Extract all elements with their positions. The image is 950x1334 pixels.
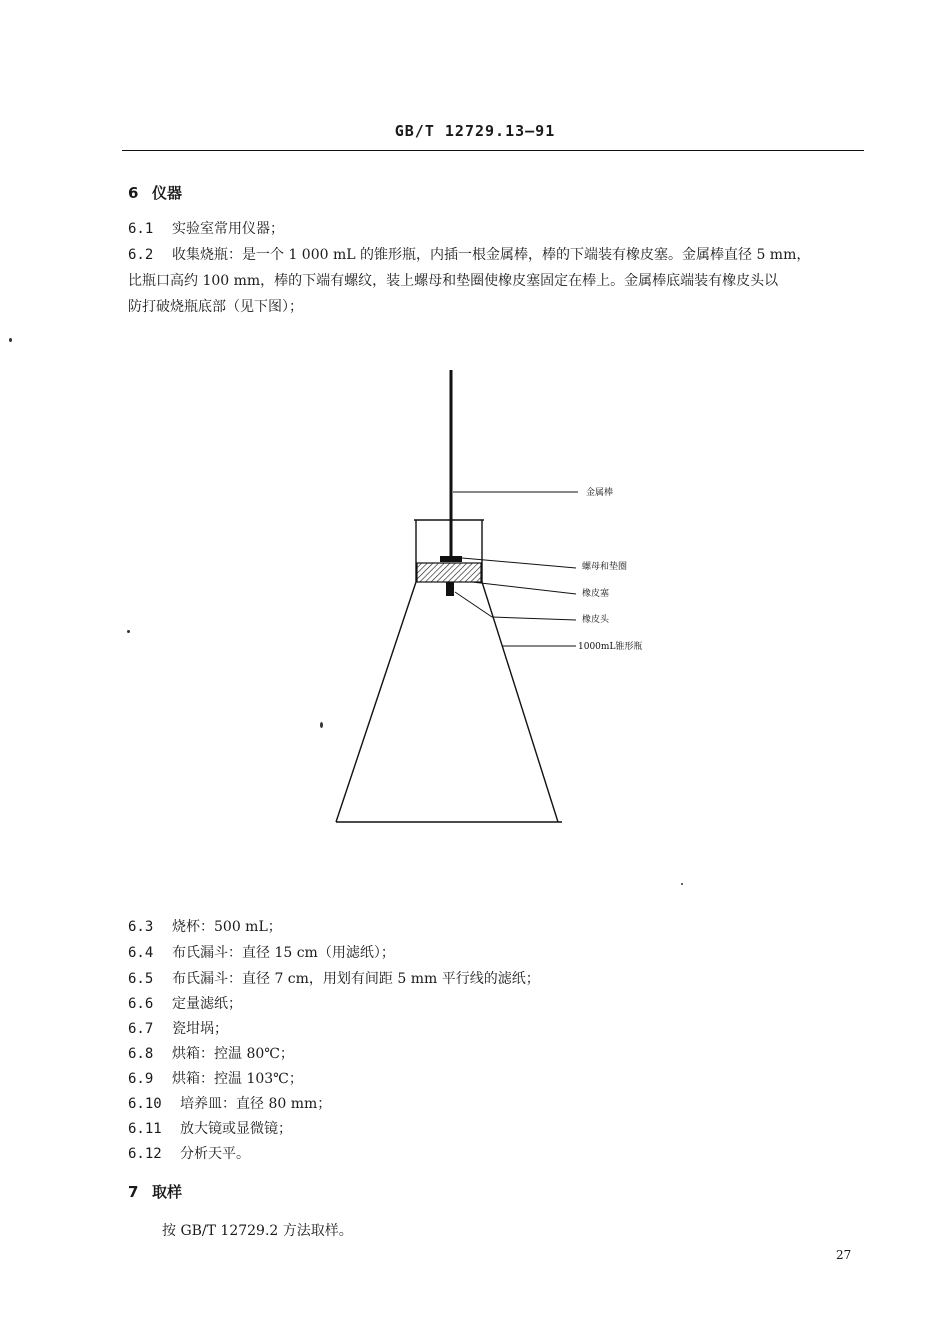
scan-speck xyxy=(320,722,323,728)
item-6-2-line-2: 比瓶口高约 100 mm，棒的下端有螺纹，装上螺母和垫圈使橡皮塞固定在棒上。金属棒底端装有橡皮头以 xyxy=(128,273,779,289)
item-number: 6.11 xyxy=(128,1121,162,1137)
item-number: 6.5 xyxy=(128,971,154,987)
section-6-title: 仪器 xyxy=(152,184,183,202)
item-6-5 xyxy=(128,968,540,988)
item-text: 实验室常用仪器； xyxy=(172,221,284,237)
section-7-title: 取样 xyxy=(152,1183,183,1201)
flask-body-left xyxy=(336,582,416,822)
item-number: 6.12 xyxy=(128,1146,162,1162)
scan-speck xyxy=(9,338,12,342)
item-number: 6.3 xyxy=(128,919,154,935)
item-text: 烧杯：500 mL； xyxy=(172,919,282,935)
item-number: 6.2 xyxy=(128,247,154,263)
item-text: 瓷坩埚； xyxy=(172,1021,228,1037)
page-number: 27 xyxy=(836,1248,852,1262)
label-nut-washer: 螺母和垫圈 xyxy=(582,562,628,572)
section-7-number: 7 xyxy=(128,1183,139,1201)
item-text: 培养皿：直径 80 mm； xyxy=(180,1096,332,1112)
item-number: 6.10 xyxy=(128,1096,162,1112)
section-6-number: 6 xyxy=(128,184,139,202)
item-6-4 xyxy=(128,942,395,962)
item-6-12 xyxy=(128,1143,250,1163)
rubber-stopper xyxy=(417,563,481,582)
item-6-3 xyxy=(128,916,282,936)
item-text: 分析天平。 xyxy=(180,1146,250,1162)
leader-stopper xyxy=(472,582,576,594)
item-6-11 xyxy=(128,1118,292,1138)
item-6-9 xyxy=(128,1068,303,1088)
item-6-7 xyxy=(128,1018,228,1038)
scan-speck xyxy=(681,883,683,885)
label-metal-rod: 金属棒 xyxy=(586,488,614,498)
item-text: 烘箱：控温 80℃； xyxy=(172,1046,294,1062)
label-rubber-stopper: 橡皮塞 xyxy=(582,589,610,599)
label-rubber-tip: 橡皮头 xyxy=(582,615,610,625)
scan-speck xyxy=(127,630,130,633)
item-6-8 xyxy=(128,1043,294,1063)
item-6-6 xyxy=(128,993,242,1013)
rubber-tip xyxy=(446,582,454,596)
item-number: 6.9 xyxy=(128,1071,154,1087)
item-6-10 xyxy=(128,1093,331,1113)
item-number: 6.6 xyxy=(128,996,154,1012)
section-7-heading xyxy=(128,1181,182,1202)
item-6-2-line-3: 防打破烧瓶底部（见下图）； xyxy=(128,299,303,315)
item-number: 6.4 xyxy=(128,945,154,961)
item-text: 布氏漏斗：直径 7 cm，用划有间距 5 mm 平行线的滤纸； xyxy=(172,971,540,987)
item-text: 布氏漏斗：直径 15 cm（用滤纸）； xyxy=(172,945,395,961)
standard-header: GB/T 12729.13—91 xyxy=(394,122,556,140)
nut-and-washer xyxy=(440,556,462,562)
item-text: 收集烧瓶：是一个 1 000 mL 的锥形瓶，内插一根金属棒，棒的下端装有橡皮塞。金属棒直径 5 mm， xyxy=(172,247,811,263)
sampling-text: 按 GB/T 12729.2 方法取样。 xyxy=(162,1223,353,1239)
item-number: 6.7 xyxy=(128,1021,154,1037)
item-text: 烘箱：控温 103℃； xyxy=(172,1071,303,1087)
item-number: 6.8 xyxy=(128,1046,154,1062)
label-flask: 1000mL锥形瓶 xyxy=(578,642,643,652)
item-number: 6.1 xyxy=(128,221,154,237)
item-text: 定量滤纸； xyxy=(172,996,242,1012)
leader-tip-b xyxy=(492,617,576,620)
item-text: 放大镜或显微镜； xyxy=(180,1121,292,1137)
